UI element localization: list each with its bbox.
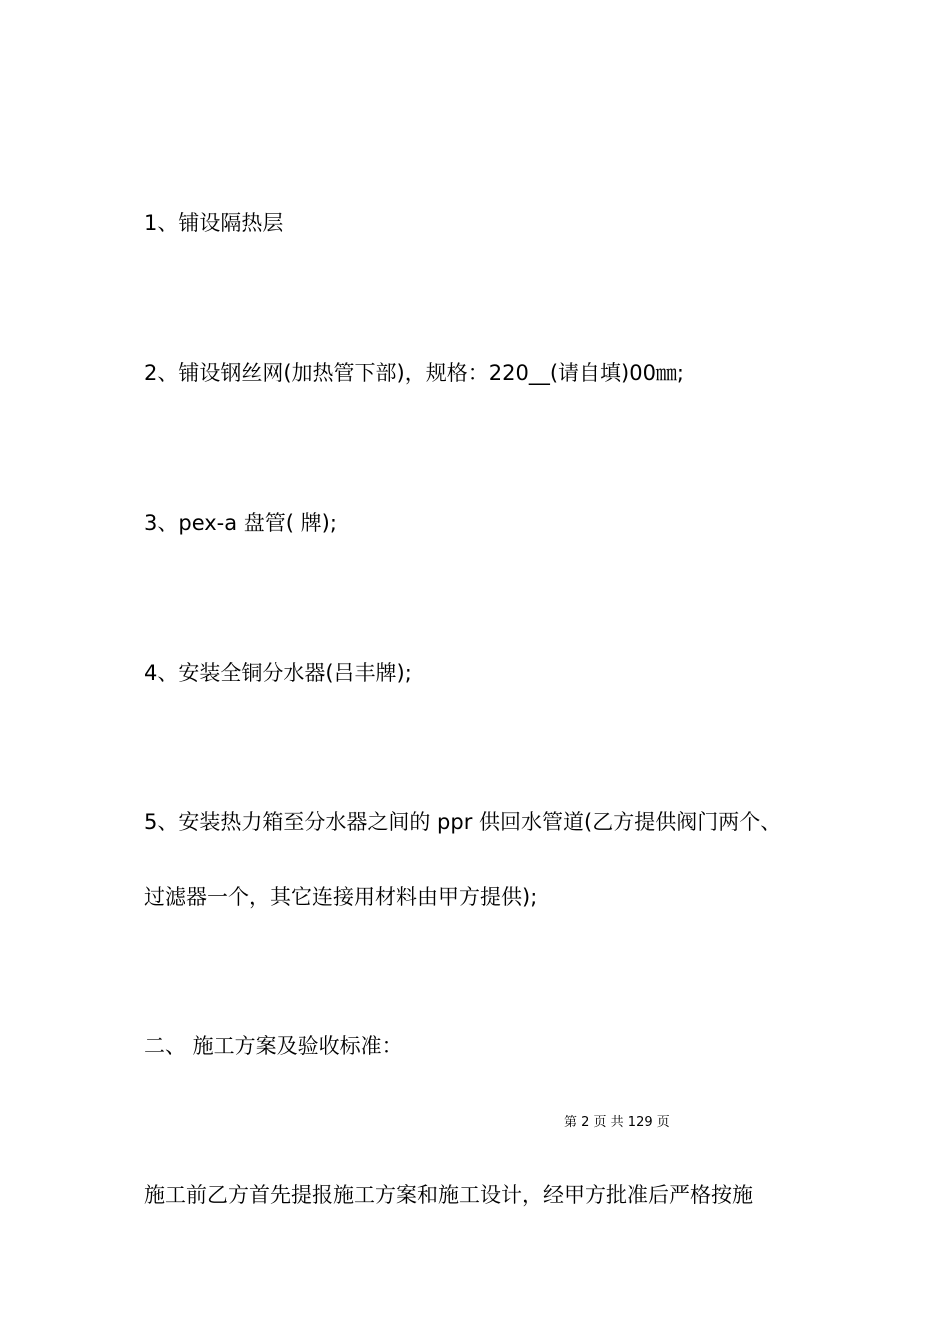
- page-number: 第 2 页 共 129 页: [564, 1115, 670, 1130]
- section-heading: 二、 施工方案及验收标准：: [144, 1034, 403, 1058]
- list-item: 1、铺设隔热层: [144, 211, 284, 235]
- body-paragraph: 施工前乙方首先提报施工方案和施工设计，经甲方批准后严格按施: [144, 1183, 753, 1207]
- list-item: 2、铺设钢丝网(加热管下部)，规格：220__(请自填)00㎜;: [144, 361, 685, 385]
- list-item: 3、pex-a 盘管( 牌);: [144, 511, 337, 535]
- list-item: 4、安装全铜分水器(吕丰牌);: [144, 661, 412, 685]
- list-item-continuation: 过滤器一个，其它连接用材料由甲方提供);: [144, 885, 538, 909]
- list-item: 5、安装热力箱至分水器之间的 ppr 供回水管道(乙方提供阀门两个、: [144, 810, 782, 834]
